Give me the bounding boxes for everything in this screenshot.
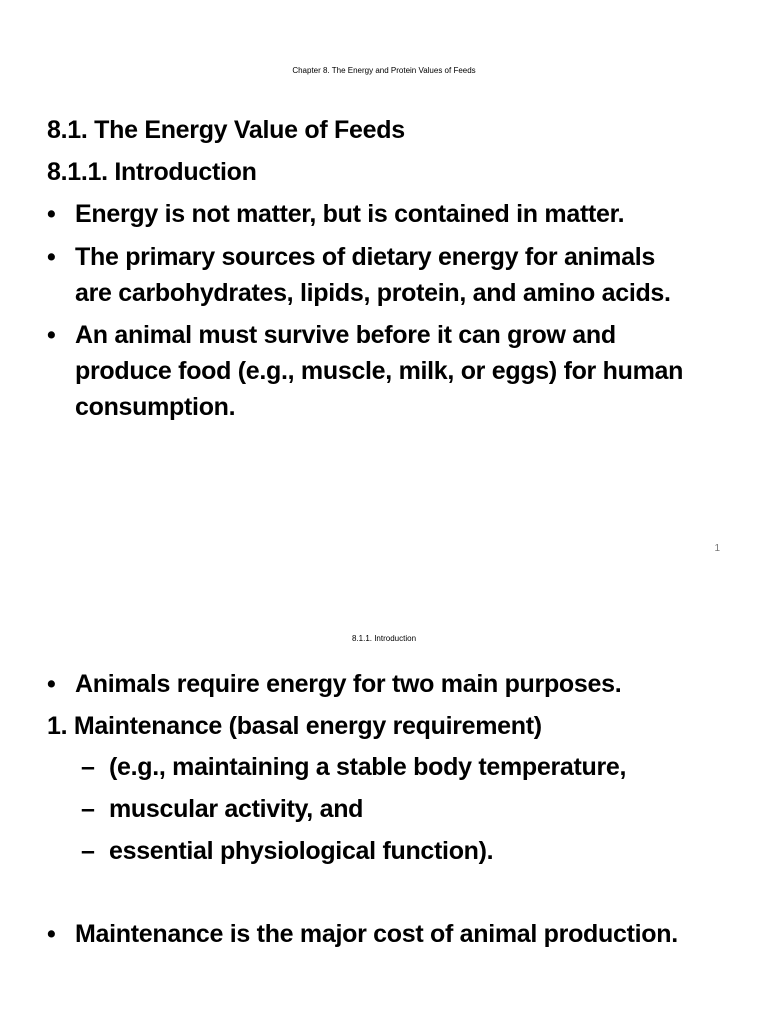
slide-2 (0, 570, 768, 1024)
dash-icon: – (81, 753, 95, 781)
bullet-icon: • (47, 321, 56, 349)
bullet-text: An animal must survive before it can grow and (75, 321, 616, 349)
bullet-text-continued: produce food (e.g., muscle, milk, or eggs) for human (75, 357, 684, 385)
bullet-text-continued: are carbohydrates, lipids, protein, and amino acids. (75, 279, 671, 307)
sub-item-text: essential physiological function). (109, 837, 494, 865)
sub-item-text: muscular activity, and (109, 795, 364, 823)
bullet-text-continued: consumption. (75, 393, 236, 421)
bullet-text: Maintenance is the major cost of animal production. (75, 920, 678, 948)
bullet-text: Energy is not matter, but is contained in matter. (75, 200, 625, 228)
dash-icon: – (81, 795, 95, 823)
bullet-text: The primary sources of dietary energy for animals (75, 243, 655, 271)
page-number: 1 (714, 543, 720, 554)
bullet-icon: • (47, 243, 56, 271)
slide-header: Chapter 8. The Energy and Protein Values of Feeds (292, 66, 476, 75)
bullet-icon: • (47, 920, 56, 948)
bullet-icon: • (47, 200, 56, 228)
bullet-text: Animals require energy for two main purposes. (75, 670, 622, 698)
section-heading: 8.1. The Energy Value of Feeds (47, 116, 405, 144)
sub-item-text: (e.g., maintaining a stable body temperature, (109, 753, 627, 781)
slide-header: 8.1.1. Introduction (351, 634, 417, 643)
subsection-heading: 8.1.1. Introduction (47, 158, 257, 186)
bullet-icon: • (47, 670, 56, 698)
dash-icon: – (81, 837, 95, 865)
numbered-item: 1. Maintenance (basal energy requirement) (47, 712, 542, 740)
